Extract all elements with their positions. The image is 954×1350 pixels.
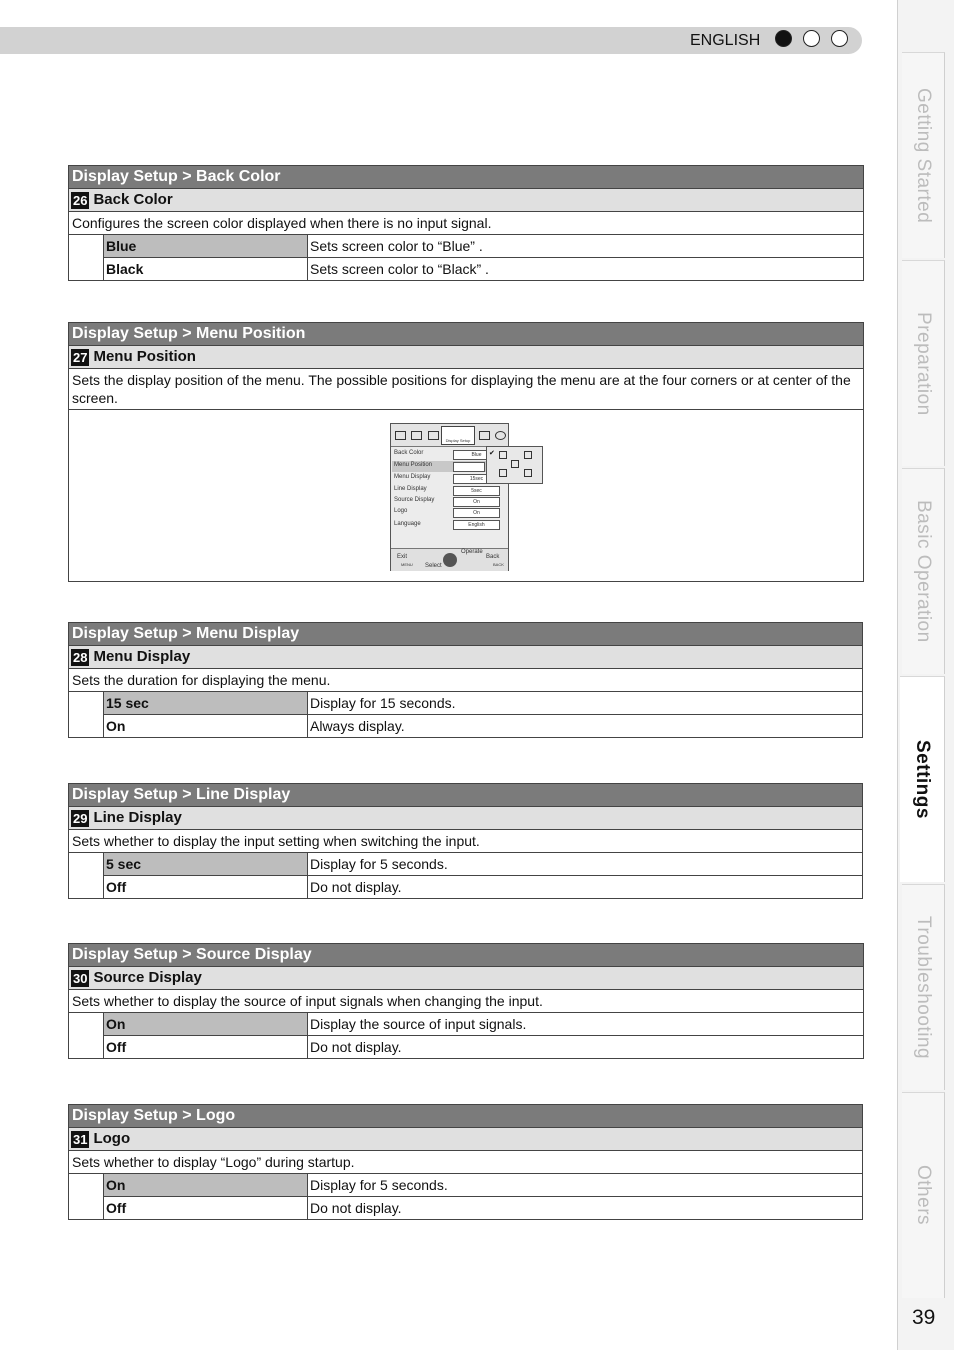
section-title: Display Setup > Source Display: [69, 944, 863, 967]
option-name: Black: [104, 258, 308, 280]
option-desc: Do not display.: [310, 879, 402, 895]
option-name: On: [104, 1174, 308, 1196]
setting-name: Back Color: [93, 191, 173, 208]
setting-heading: [69, 646, 862, 669]
setting-number: 27: [73, 349, 88, 365]
section-title: Display Setup > Back Color: [69, 166, 863, 189]
section-logo: [68, 1104, 863, 1220]
option-name: Blue: [104, 235, 308, 257]
option-desc: Display for 5 seconds.: [310, 1177, 448, 1193]
section-title: Display Setup > Line Display: [69, 784, 862, 807]
position-center-icon: [511, 460, 519, 468]
osd-adjust-icon: [411, 431, 422, 440]
osd-row: Menu Position: [394, 462, 433, 468]
section-line-display: [68, 783, 863, 899]
setting-heading: [69, 189, 863, 212]
setting-name: Menu Display: [93, 648, 191, 665]
setting-number: 26: [73, 192, 88, 208]
tab-getting-started[interactable]: Getting Started: [902, 52, 945, 258]
position-bottom-right-icon: [524, 469, 532, 477]
option-desc: Display the source of input signals.: [310, 1016, 527, 1032]
osd-row: Language: [394, 521, 421, 527]
osd-screen-icon: [428, 431, 439, 440]
setting-name: Line Display: [93, 809, 182, 826]
setting-description: Sets whether to display the input setting when switching the input.: [69, 830, 862, 853]
option-name: Off: [104, 876, 308, 898]
option-desc: Sets screen color to “Black” .: [310, 261, 489, 277]
osd-selected-tab: [441, 426, 475, 445]
setting-description: Sets the duration for displaying the menu.: [69, 669, 862, 692]
option-row: [104, 1196, 862, 1219]
tab-troubleshooting[interactable]: Troubleshooting: [902, 884, 945, 1090]
option-name: Off: [104, 1036, 308, 1058]
option-row: [104, 714, 862, 737]
position-top-right-icon: [524, 451, 532, 459]
setting-description: Sets whether to display the source of input signals when changing the input.: [69, 990, 863, 1013]
menu-position-illustration: [69, 410, 863, 581]
osd-value: Blue: [453, 450, 500, 460]
section-title: Display Setup > Menu Display: [69, 623, 862, 646]
option-row: [104, 257, 863, 280]
section-title: Display Setup > Logo: [69, 1105, 862, 1128]
language-label: ENGLISH: [690, 32, 761, 49]
tab-preparation[interactable]: Preparation: [902, 260, 945, 466]
option-name: On: [104, 1013, 308, 1035]
tab-settings[interactable]: Settings: [900, 676, 945, 882]
setting-number: 29: [73, 810, 88, 826]
option-row: [104, 692, 862, 714]
setting-description: Sets the display position of the menu. The possible positions for displaying the menu are at the four corners or at center of the screen.: [69, 369, 863, 410]
osd-value: [453, 462, 485, 472]
osd-row: Back Color: [394, 450, 424, 456]
tab-basic-operation[interactable]: Basic Operation: [902, 468, 945, 674]
option-row: [104, 1013, 863, 1035]
option-row: [104, 1035, 863, 1058]
osd-value: English: [453, 520, 500, 530]
osd-row: Line Display: [394, 486, 427, 492]
setting-heading: [69, 967, 863, 990]
option-name: 5 sec: [104, 853, 308, 875]
osd-row: Logo: [394, 508, 408, 514]
osd-value: 5sec: [453, 486, 500, 496]
osd-info-icon: [495, 431, 506, 440]
tab-others[interactable]: Others: [902, 1092, 945, 1298]
section-title: Display Setup > Menu Position: [69, 323, 863, 346]
osd-value: 15sec: [453, 474, 500, 484]
option-name: 15 sec: [104, 692, 308, 714]
position-bottom-left-icon: [499, 469, 507, 477]
setting-number: 31: [73, 1131, 88, 1147]
page-indicator-dot-1: [775, 30, 792, 47]
page-indicator-dot-2: [803, 30, 820, 47]
osd-value: On: [453, 508, 500, 518]
page-indicator-dot-3: [831, 30, 848, 47]
osd-tab-bar: [391, 424, 508, 447]
section-menu-display: [68, 622, 863, 738]
option-row: [104, 853, 862, 875]
position-top-left-icon: [499, 451, 507, 459]
setting-name: Source Display: [93, 969, 202, 986]
option-name: On: [104, 715, 308, 737]
setting-name: Menu Position: [93, 348, 196, 365]
osd-row: Menu Display: [394, 474, 431, 480]
osd-footer: Exit MENU Select Operate Back BACK: [391, 548, 508, 571]
option-row: [104, 235, 863, 257]
osd-nav-button-icon: [443, 553, 457, 567]
setting-number: 28: [73, 649, 88, 665]
section-back-color: [68, 165, 864, 281]
setting-heading: [69, 346, 863, 369]
option-desc: Do not display.: [310, 1039, 402, 1055]
osd-setup-icon: [479, 431, 490, 440]
setting-description: Sets whether to display “Logo” during startup.: [69, 1151, 862, 1174]
option-row: [104, 1174, 862, 1196]
setting-name: Logo: [93, 1130, 131, 1147]
option-desc: Display for 5 seconds.: [310, 856, 448, 872]
setting-description: Configures the screen color displayed when there is no input signal.: [69, 212, 863, 235]
option-desc: Display for 15 seconds.: [310, 695, 456, 711]
option-name: Off: [104, 1197, 308, 1219]
osd-picture-icon: [395, 431, 406, 440]
setting-heading: [69, 1128, 862, 1151]
check-icon: ✔: [489, 450, 495, 457]
osd-tab-label: Display Setup: [445, 438, 471, 443]
osd-row: Source Display: [394, 497, 435, 503]
option-desc: Always display.: [310, 718, 405, 734]
setting-number: 30: [73, 970, 88, 986]
setting-heading: [69, 807, 862, 830]
page-number: 39: [912, 1306, 936, 1329]
option-desc: Sets screen color to “Blue” .: [310, 238, 483, 254]
section-menu-position: [68, 322, 864, 582]
osd-value: On: [453, 497, 500, 507]
option-desc: Do not display.: [310, 1200, 402, 1216]
option-row: [104, 875, 862, 898]
section-source-display: [68, 943, 864, 1059]
osd-position-popup: [486, 446, 543, 484]
